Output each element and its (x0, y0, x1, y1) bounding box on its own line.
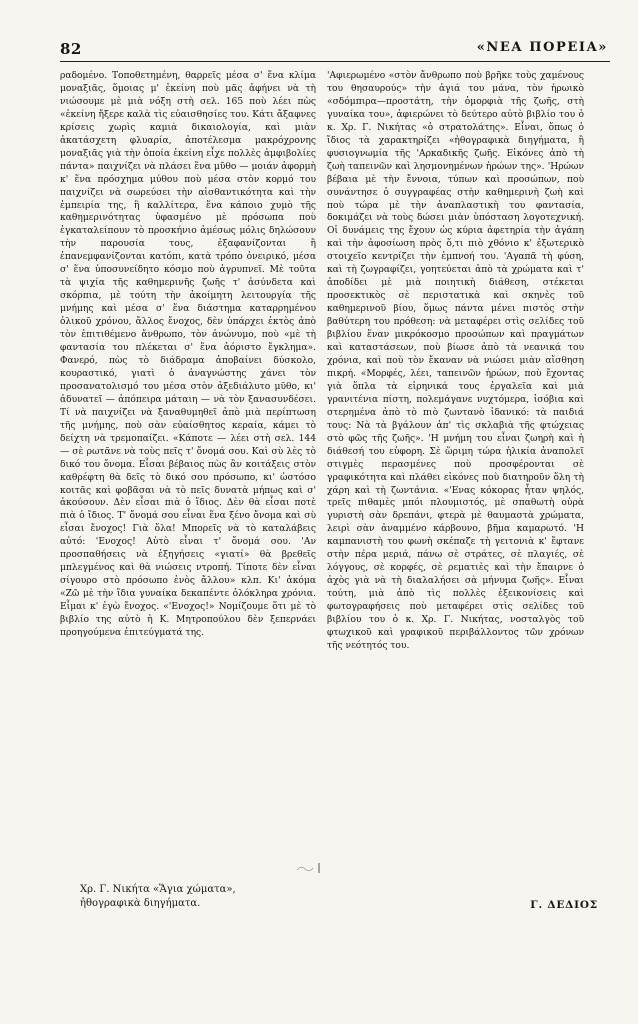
left-column-text: ραδομένο. Τοποθετημένη, θαρρεῖς μέσα σ' ἕνα κλίμα μοναξιᾶς, ὅμοιας μ' ἐκείνη ποὺ μᾶς ἀφήνει νὰ τὴ νιώσουμε μὲ μιὰ νόξη στὴ σελ. 165 ποὺ λέει πὼς «ἐκείνη ἤξερε καλὰ τὶς εὐαισθησίες του. Κάτι ἄξαφνες κρίσεις χωρὶς καμιὰ δικαιολογία, καὶ μιὰν ἀκατάσχετη φλυαρία, ἀποτέλεσμα μακρόχρονης μοναξιᾶς γιὰ τὴν ὁποία ἐκείνη εἶχε πολλὲς ἀμφιβολίες πάντα» παιχνίζει νὰ πλάσει ἕνα μῦθο — μοιάν ἀφορμὴ κ' ἕνα πρόσχημα μύθου ποὺ μέσα στὸν κορμό του παιχνίζει νὰ σωρεύσει τὴν αἰσθαντικότητα καὶ τὴν ἐμπειρία της, ἢ καλλίτερα, ἕνα κάποιο χυμὸ τῆς καθημερινότητας ὑφασμένο μὲ πρόσωπα ποὺ ἐγκαταλείπουν τὸ προσκήνιο ἀμέσως μόλις δηλώσουν τὴν παρουσία τους, ἐξαφανίζονται ἢ ἐπανεμφανίζονται κατόπι, κατὰ τρόπο ὀνειρικό, μέσα σ' ἕνα ὑποσυνείδητο κόσμο ποὺ ἀγρυπνεῖ. Μὲ τοῦτα τὰ ψιχία τῆς καθημερινῆς ζωῆς τ' ἀσύνδετα καὶ σκόρπια, μὲ τούτη τὴν ἀκοίμητη λειτουργία τῆς μνήμης καὶ μέσα σ' ἕνα διάστημα καταρρημένου ὀλικοῦ χρόνου, ἄλλος ἔνοχος, δὲν ὑπάρχει ἐκτὸς ἀπὸ τὸν ἐπιτιθέμενο ἄνθρωπο, τὸν ἀνώνυμο, ποὺ «μὲ τὴ φαντασία του πλέκεται σ' ἕνα ἀόριστο ἔγκλημα». Φανερό, πὼς τὸ διάδραμα ἀποβαίνει δύσκολο, κουραστικό, γιατὶ ὁ ἀναγνώστης χάνει τὸν προσανατολισμό του μέσα στὸν ἀξεδιάλυτο μῦθο, κι' ἀδυνατεῖ — ἀπόπειρα μάταιη — νὰ τὸν ξανασυνδέσει. Τί νὰ παιχνίζει νὰ ξαναθυμηθεῖ ἀπὸ μιὰ περίπτωση τῆς μνήμης, ποὺ σὰν εὐαίσθητος κεραία, κάμει τὸ δείχτη νὰ τρεμοπαίζει. «Κάποτε — λέει στὴ σελ. 144 — σὲ ρωτᾶνε νὰ τοὺς πεῖς τ' ὄνομά σου. Καὶ σὺ λὲς τὸ δικό του ὄνομα. Εἶσαι βέβαιος πὼς ἂν κοιτάξεις στὸν καθρέφτη θὰ δεῖς τὸ δικό σου πρόσωπο, κι' ὡστόσο κοιτᾶς καὶ φοβᾶσαι νὰ τὸ πεῖς δυνατὰ μήπως καὶ σ' ἀκούσουν. Δὲν εἶσαι πιὰ ὁ ἴδιος. Δὲν θὰ εἶσαι ποτὲ πιὰ ὁ ἴδιος. Τ' ὄνομά σου εἶναι ἕνα ξένο ὄνομα καὶ σὺ εἶσαι ἔνοχος! Γιὰ ὅλα! Μπορεῖς νὰ τὸ καταλάβεις αὐτό: 'Ενοχος! Αὐτὸ εἶναι τ' ὄνομά σου. 'Αν προσπαθήσεις νὰ ἐξηγήσεις «γιατί» θὰ βρεθεῖς μπλεγμένος καὶ θὰ νιώσεις ντροπή. Τίποτε δὲν εἶναι σίγουρο στὸ πρόσωπο ἑνὸς ἄλλου» κλπ. Κι' ἀκόμα «Ζῶ μὲ τὴν ἴδια γυναίκα δεκαπέντε ὁλόκληρα χρόνια. Εἶμαι κ' ἐγὼ ἔνοχος. «'Ενοχος!» Νομίζουμε ὅτι μὲ τὸ βιβλίο της αὐτὸ ἡ Κ. Μητροπούλου δὲν ξεπερνάει προηγούμενα ἐπιτεύγματά της. (60, 71, 316, 638)
right-column-text: 'Αφιερωμένο «στὸν ἄνθρωπο ποὺ βρῆκε τοὺς χαμένους του θησαυρούς» τὴν ἁγιά του μάνα, τὸν ἡρωικὸ «σδόμπιρα—προστάτη, τὴν ὀμορφιὰ τῆς ζωῆς, στὴ γυναίκα του», ἀφιερώνει τὸ δεύτερο αὐτὸ βιβλίο του ὁ κ. Χρ. Γ. Νικήτας «ὁ στρατολάτης». Εἶναι, ὅπως ὁ ἴδιος τὰ χαρακτηρίζει «ἠθογραφικὰ διηγήματα, ἢ φυσιογνωμία τῆς 'Αρκαδικῆς ζωῆς. Εἰκόνες ἀπὸ τὴ ζωὴ ταπεινῶν καὶ λησμονημένων ἡρώων της». 'Ηρώων βέβαια μὲ τὴν ἔννοια, τύπων καὶ προσώπων, ποὺ συνάντησε ὁ συγγραφέας στὴν καθημερινὴ ζωὴ καὶ ποὺ τώρα μὲ τὴν ἀναπλαστικὴ του φαντασία, δοκιμάζει νὰ τοὺς δώσει μιὰν ὑπόσταση λογοτεχνική. Οἱ δυνάμεις της ἔχουν ὡς κύρια ἀφετηρία τὴν ἀγάπη καὶ τὴν ἀφοσίωση πρὸς ὅ,τι πιὸ χθόνιο κ' ἐξωτερικὸ στοιχεῖο κεντρίζει τὴν ἐμπνοή του. 'Αγαπᾶ τὴ φύση, καὶ τὴ ζωγραφίζει, γοητεύεται ἀπὸ τὰ χρώματα καὶ τ' ἀποδίδει μὲ μιὰ ποιητικὴ διάθεση, στέκεται προσεκτικὸς σὲ περιστατικὰ καὶ σκηνὲς τοῦ καθημερινοῦ βίου, ὅμως πάντα μένει πιστὸς στὴν βαθύτερη του πρόθεση: νὰ μεταφέρει στὶς σελίδες τοῦ βιβλίου ἕναν μικρόκοσμο προσώπων καὶ πραγμάτων καὶ καταστάσεων, ποὺ βίωσε ἀπὸ τὰ νεανικά του χρόνια, καὶ ποὺ τὸν ἔκαναν νὰ νιώσει μιὰν αἴσθηση πικρή. «Μορφές, λέει, ταπεινῶν ἡρώων, ποὺ ἔχοντας γιὰ ὅπλα τὰ εἰρηνικά τους ἐργαλεῖα καὶ μιὰ γρανιτένια πίστη, πολεμάγανε νυχτόμερα, ἰσόβια καὶ στερημένα ἀπὸ τὸ πιὸ ζωντανὸ ἰδανικό: τὰ παιδιά τους: Νὰ τὰ βγάλουν ἀπ' τὶς σκλαβιὰ τῆς φτώχειας στὸ φῶς τῆς ζωῆς». 'Η μνήμη του εἶναι ζωηρὴ καὶ ἡ διάθεσή του εὐφορη. Σὲ ὥριμη τώρα ἡλικία ἀναπολεῖ στιγμὲς περασμένες ποὺ προσφέρονται σὲ γραφικότητα καὶ πλάθει εἰκόνες ποὺ διατηροῦν ὅλη τὴ χάρη καὶ τὴ ζωντάνια. «'Ενας κόκορας ἦταν ψηλός, τρεῖς πιθαμὲς μπόι πλουμιστός, μὲ σπαθωτὴ οὐρὰ γυριστὴ σὰν δρεπάνι, φτερὰ μὲ θαυμαστὰ χρώματα, λειρὶ σὰν ἀναμμένο κάρβουνο, βῆμα καμαρωτό. 'Η καμπανιστὴ του φωνὴ σκέπαζε τὴ γειτονιὰ κ' ἔφτανε στὴν πέρα μεριά, πάνω σὲ στράτες, σὲ πλαγιές, σὲ λόγγους, σὲ κορφές, σὲ ρεματιὲς καὶ τὴν ἔπαιρνε ὁ ἀχὸς γιὰ νὰ τὴ διαλαλήσει σὰ μήνυμα ζωῆς». Εἶναι τούτη, μιὰ ἀπὸ τὶς πολλὲς ἐξεικονίσεις καὶ φωτογραφήσεις ποὺ μεταφέρει στὶς σελίδες τοῦ βιβλίου του ὁ κ. Χρ. Γ. Νικήτας, νοσταλγὸς τοῦ φτωχικοῦ καὶ γραφικοῦ περιβάλλοντος τῶν χρόνων τῆς νεότητός του. (327, 71, 584, 651)
header-rule (60, 61, 610, 62)
author-signature: Γ. ΔΕΔΙΟΣ (530, 899, 598, 911)
left-column (60, 70, 316, 640)
ink-smudge (295, 862, 323, 874)
book-genre-line: ἠθογραφικὰ διηγήματα. (80, 898, 201, 909)
book-title-line: Χρ. Γ. Νικήτα «Ἅγια χώματα», (80, 884, 236, 895)
running-head: «ΝΕΑ ΠΟΡΕΙΑ» (476, 40, 608, 55)
book-reference (80, 883, 345, 911)
page-number: 82 (60, 40, 82, 58)
right-column (327, 70, 584, 653)
